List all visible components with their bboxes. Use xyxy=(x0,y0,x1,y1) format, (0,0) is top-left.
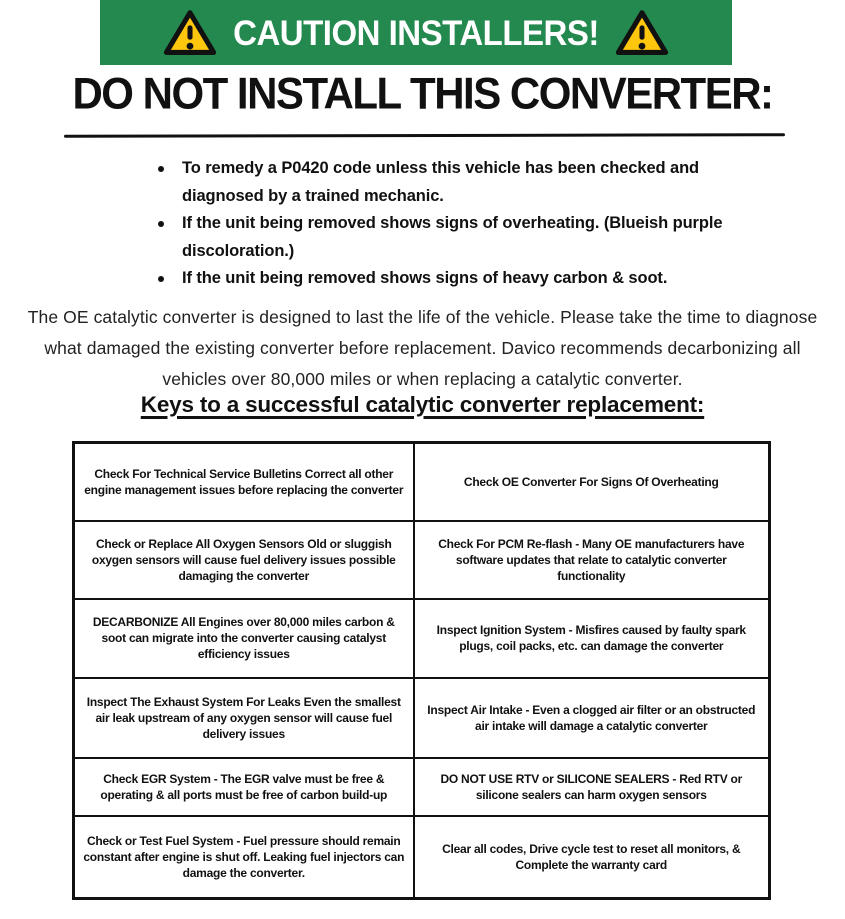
caution-banner xyxy=(100,0,732,65)
tip-cell: Inspect The Exhaust System For Leaks Even the smallest air leak upstream of any oxygen sensor will cause fuel delivery issues xyxy=(74,678,414,758)
banner-title: CAUTION INSTALLERS! xyxy=(233,11,599,52)
intro-paragraph: The OE catalytic converter is designed to last the life of the vehicle. Please take the time to diagnose what damaged the existing converter before replacement. Davico recommends decarbonizing all vehicles over 80,000 miles or when replacing a catalytic converter. xyxy=(27,307,818,389)
tip-cell: DECARBONIZE All Engines over 80,000 miles carbon & soot can migrate into the converter causing catalyst efficiency issues xyxy=(74,599,414,678)
table-row xyxy=(74,678,770,758)
tip-cell: Check For PCM Re-flash - Many OE manufacturers have software updates that relate to catalytic converter functionality xyxy=(414,521,770,599)
tip-cell: DO NOT USE RTV or SILICONE SEALERS - Red RTV or silicone sealers can harm oxygen sensors xyxy=(414,758,770,816)
warning-list xyxy=(150,155,728,293)
table-row xyxy=(74,599,770,678)
tip-cell: Check EGR System - The EGR valve must be free & operating & all ports must be free of carbon build-up xyxy=(74,758,414,816)
table-row xyxy=(74,521,770,599)
tip-cell: Check or Replace All Oxygen Sensors Old or sluggish oxygen sensors will cause fuel delivery issues possible damaging the converter xyxy=(74,521,414,599)
replacement-tips-table xyxy=(72,441,771,900)
table-row xyxy=(74,816,770,899)
page-title: DO NOT INSTALL THIS CONVERTER: xyxy=(72,68,773,119)
keys-heading: Keys to a successful catalytic converter replacement: xyxy=(140,392,705,417)
tip-cell: Inspect Air Intake - Even a clogged air filter or an obstructed air intake will damage a catalytic converter xyxy=(414,678,770,758)
warning-list-item: If the unit being removed shows signs of heavy carbon & soot. xyxy=(150,265,728,293)
warning-triangle-icon xyxy=(163,9,217,57)
warning-triangle-icon xyxy=(615,9,669,57)
tip-cell: Clear all codes, Drive cycle test to reset all monitors, & Complete the warranty card xyxy=(414,816,770,899)
warning-list-item: If the unit being removed shows signs of overheating. (Blueish purple discoloration.) xyxy=(150,210,728,265)
tip-cell: Check or Test Fuel System - Fuel pressure should remain constant after engine is shut off. Leaking fuel injectors can damage the converter. xyxy=(74,816,414,899)
table-row xyxy=(74,758,770,816)
table-row xyxy=(74,443,770,521)
warning-list-item: To remedy a P0420 code unless this vehicle has been checked and diagnosed by a trained mechanic. xyxy=(150,155,728,210)
tip-cell: Check For Technical Service Bulletins Correct all other engine management issues before replacing the converter xyxy=(74,443,414,521)
tip-cell: Check OE Converter For Signs Of Overheating xyxy=(414,443,770,521)
horizontal-divider xyxy=(64,133,785,138)
tip-cell: Inspect Ignition System - Misfires caused by faulty spark plugs, coil packs, etc. can damage the converter xyxy=(414,599,770,678)
